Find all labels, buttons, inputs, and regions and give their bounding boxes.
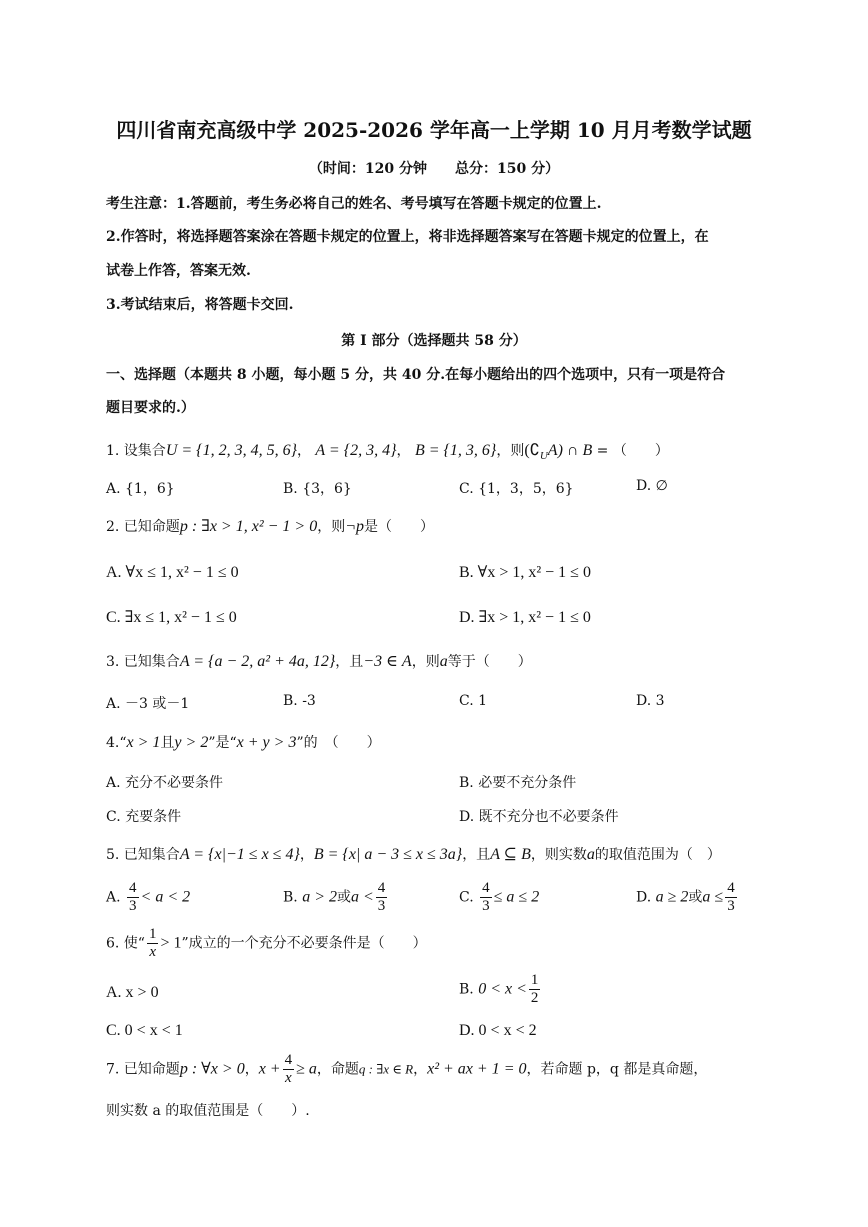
q3-option-d: D. 3 (636, 693, 665, 709)
fraction-denominator: x (285, 1070, 292, 1086)
q3-set: A = {a − 2, a² + 4a, 12} (179, 653, 336, 670)
q1-set-u: U = {1, 2, 3, 4, 5, 6} (165, 442, 297, 459)
q5-option-c (459, 880, 539, 915)
q3-mid: ，且 (335, 654, 364, 670)
q6-end: ”成立的一个充分不必要条件是（ ） (181, 935, 427, 952)
q7-x-plus: x + (258, 1060, 281, 1078)
q4-option-c: C. 充要条件 (106, 809, 182, 825)
q3-end: 等于（ ） (447, 654, 532, 670)
q1-prefix: 1. 设集合 (106, 443, 166, 459)
notice-line-1: 考生注意：1.答题前，考生务必将自己的姓名、考号填写在答题卡规定的位置上. (106, 196, 602, 212)
q7-end: ，若命题 p，q 都是真命题， (526, 1061, 708, 1078)
fraction-denominator: 3 (377, 898, 386, 914)
notice-line-3: 3.考试结束后，将答题卡交回. (106, 297, 294, 313)
q6-option-b-head: 0 < x < (478, 980, 527, 998)
q2-proposition: p : ∃x > 1, x² − 1 > 0 (179, 518, 318, 535)
question-5-stem (106, 844, 721, 864)
q2-option-b: B. ∀x > 1, x² − 1 ≤ 0 (459, 564, 591, 581)
q4-math-3: x + y > 3 (236, 734, 297, 751)
exam-subtitle: （时间：120 分钟 总分：150 分） (308, 161, 560, 177)
q5-option-a-label: A. (106, 889, 121, 906)
q2-option-d: D. ∃x > 1, x² − 1 ≤ 0 (459, 609, 591, 626)
q7-proposition-q: q : ∃x ∈ R (358, 1061, 414, 1077)
exam-title: 四川省南充高级中学 2025-2026 学年高一上学期 10 月月考数学试题 (116, 118, 752, 142)
q1-set-a: A = {2, 3, 4} (315, 442, 397, 459)
q6-option-d: D. 0 < x < 2 (459, 1022, 537, 1039)
section-heading-line-2: 题目要求的.） (106, 400, 195, 416)
q5-option-b-mid: a < (351, 888, 374, 906)
q6-prefix: 6. 使“ (106, 935, 145, 952)
question-2-stem (106, 516, 434, 536)
q4-text-4: ”的 （ ） (296, 735, 381, 751)
q1-expr: (∁ (524, 442, 540, 459)
q6-option-b (459, 972, 542, 1007)
fraction-denominator: 3 (482, 898, 490, 914)
q5-option-a (106, 880, 190, 915)
q4-option-a: A. 充分不必要条件 (106, 775, 224, 791)
q4-option-d: D. 既不充分也不必要条件 (459, 809, 619, 825)
fraction-numerator: 4 (482, 880, 490, 896)
q3-condition: −3 ∈ A (363, 653, 412, 670)
q5-option-b-head: a > 2 (302, 888, 337, 906)
q5-sep: ， (299, 847, 314, 863)
q1-expr-prefix: ，则 (496, 443, 525, 459)
q4-text-2: 且 (160, 735, 175, 751)
question-7-stem (106, 1052, 707, 1087)
q5-variable: a (586, 846, 595, 863)
fraction-numerator: 4 (129, 880, 137, 896)
q7-fraction (283, 1052, 295, 1087)
q1-option-c: C. {1，3，5，6} (459, 481, 574, 497)
q2-prefix: 2. 已知命题 (106, 519, 180, 535)
q1-option-a: A. {1，6} (106, 481, 175, 497)
q3-option-a: A. －3 或－1 (106, 696, 190, 712)
q4-text-3: ”是“ (208, 735, 237, 751)
q2-mid: ，则 (317, 519, 346, 535)
q6-tail-math: > 1 (160, 934, 182, 952)
q5-option-d-mid: a ≤ (702, 888, 724, 906)
question-6-stem (106, 926, 427, 961)
q5-option-c-label: C. (459, 889, 474, 906)
part-heading: 第 I 部分（选择题共 58 分） (341, 333, 527, 349)
fraction-numerator: 1 (148, 926, 157, 942)
fraction-denominator: 3 (727, 898, 735, 914)
q5-option-d-label: D. (636, 889, 652, 906)
fraction-denominator: 3 (129, 898, 137, 914)
q7-mid: ，命题 (316, 1061, 359, 1078)
q5-option-a-tail: < a < 2 (140, 888, 191, 906)
q5-set-a: A = {x|−1 ≤ x ≤ 4} (179, 846, 300, 863)
q5-option-d (636, 880, 739, 915)
question-7-line-2: 则实数 a 的取值范围是（ ）. (106, 1103, 310, 1119)
q5-option-b-label: B. (283, 889, 298, 906)
q4-math-2: y > 2 (174, 734, 209, 751)
q1-option-b: B. {3，6} (283, 481, 352, 497)
q5-condition: A ⊆ B (490, 846, 531, 863)
q6-option-c: C. 0 < x < 1 (106, 1022, 183, 1039)
q7-ge-a: ≥ a (296, 1060, 317, 1078)
q5-option-d-or: 或 (688, 889, 703, 906)
q3-option-c: C. 1 (459, 693, 488, 709)
q7-proposition-p: p : ∀x > 0 (179, 1060, 245, 1078)
q6-fraction (147, 926, 159, 961)
fraction-numerator: 1 (530, 972, 539, 988)
q5-mid2: ，则实数 (530, 847, 587, 863)
q5-option-b-or: 或 (337, 889, 351, 906)
q3-option-b: B. -3 (283, 693, 316, 709)
notice-line-2a: 2.作答时，将选择题答案涂在答题卡规定的位置上，将非选择题答案写在答题卡规定的位置上，在 (106, 229, 709, 245)
q4-option-b: B. 必要不充分条件 (459, 775, 577, 791)
fraction-numerator: 4 (727, 880, 735, 896)
q3-variable: a (439, 653, 448, 670)
fraction-numerator: 4 (284, 1052, 293, 1068)
question-1-stem: 1. 设集合U = {1, 2, 3, 4, 5, 6}， A = {2, 3, 4}， B = {1, 3, 6}，则$(∁_UA)$ ∩ B = （ ） (106, 442, 669, 462)
q5-option-b (283, 880, 389, 915)
q1-set-b: B = {1, 3, 6} (414, 442, 497, 459)
q6-option-b-label: B. (459, 981, 474, 998)
q3-prefix: 3. 已知集合 (106, 654, 180, 670)
q7-prefix: 7. 已知命题 (106, 1061, 180, 1078)
q5-option-a-fraction (127, 880, 139, 915)
q2-negation: ¬p (345, 518, 365, 535)
q2-end: 是（ ） (364, 519, 435, 535)
q5-prefix: 5. 已知集合 (106, 847, 180, 863)
q4-math-1: x > 1 (126, 734, 161, 751)
q7-sep2: ， (413, 1061, 428, 1078)
q3-mid2: ，则 (411, 654, 440, 670)
q7-sep: ， (244, 1061, 259, 1078)
q5-option-c-tail: ≤ a ≤ 2 (493, 888, 540, 906)
fraction-denominator: x (149, 944, 157, 960)
fraction-denominator: 2 (530, 990, 539, 1006)
question-3-stem (106, 651, 532, 671)
q5-option-b-fraction (376, 880, 388, 915)
q5-set-b: B = {x| a − 3 ≤ x ≤ 3a} (313, 846, 463, 863)
q1-expr-tail: A) ∩ B (547, 442, 593, 459)
section-heading-line-1: 一、选择题（本题共 8 小题，每小题 5 分，共 40 分.在每小题给出的四个选项中，只有一项是符合 (106, 367, 726, 383)
question-4-stem (106, 732, 381, 752)
q1-expr-sub: U (539, 449, 548, 462)
q5-mid: ，且 (462, 847, 491, 863)
q2-option-a: A. ∀x ≤ 1, x² − 1 ≤ 0 (106, 564, 239, 581)
q5-end: 的取值范围为（ ） (594, 847, 721, 863)
notice-line-2b: 试卷上作答，答案无效. (106, 263, 251, 279)
q5-option-d-fraction (725, 880, 737, 915)
q7-equation: x² + ax + 1 = 0 (427, 1060, 527, 1078)
q4-text-1: 4.“ (106, 735, 127, 751)
q6-option-a: A. x > 0 (106, 984, 159, 1001)
q2-option-c: C. ∃x ≤ 1, x² − 1 ≤ 0 (106, 609, 237, 626)
q6-option-b-fraction (529, 972, 541, 1007)
q1-option-d: D. ∅ (636, 478, 668, 494)
q1-end: = （ ） (592, 443, 669, 459)
fraction-numerator: 4 (377, 880, 386, 896)
q5-option-c-fraction (480, 880, 492, 915)
q5-option-d-head: a ≥ 2 (655, 888, 689, 906)
